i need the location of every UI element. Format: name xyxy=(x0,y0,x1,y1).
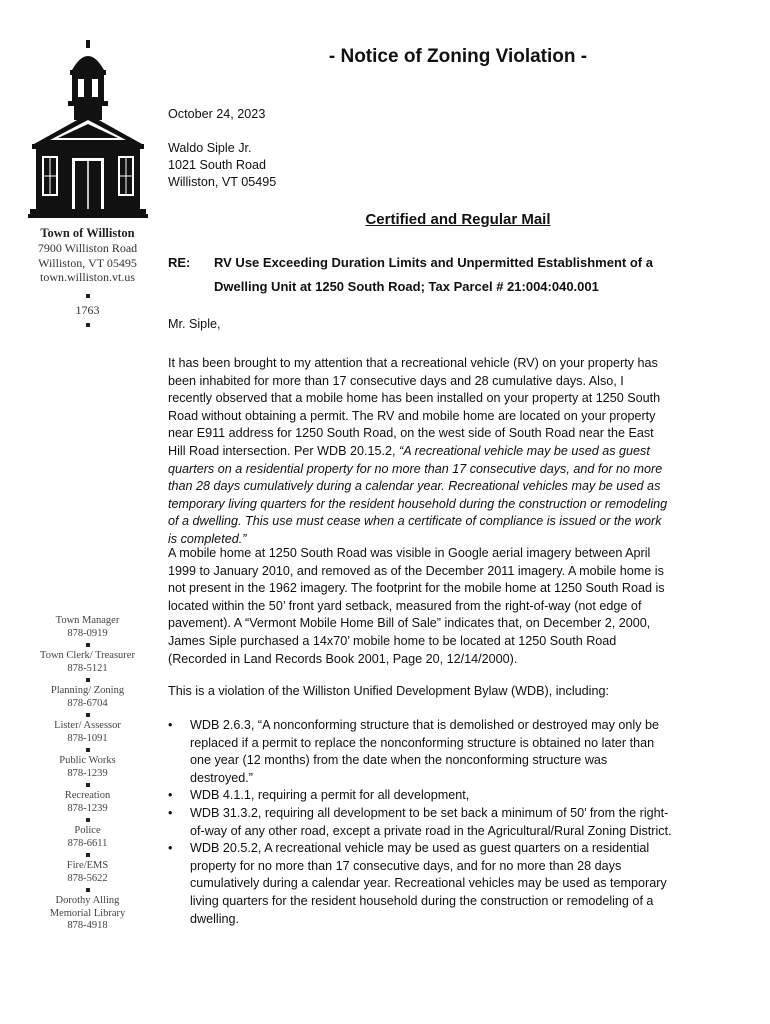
town-website: town.williston.vt.us xyxy=(39,270,135,284)
bullet-icon: • xyxy=(168,805,173,820)
contact-name: Planning/ Zoning xyxy=(50,685,125,696)
list-item-text: WDB 2.6.3, “A nonconforming structure that is demolished or destroyed may only be replaced if a permit to replace the nonconforming structure is obtained no later than one year (12 months) from the date when the nonconforming structure was destroyed.” xyxy=(190,718,659,785)
bullet-square-icon xyxy=(86,783,90,787)
bullet-icon: • xyxy=(168,718,173,732)
address-line1: 7900 Williston Road xyxy=(37,241,138,255)
bullet-square-icon xyxy=(86,853,90,857)
bullet-square-icon xyxy=(86,818,90,822)
letter-title: - Notice of Zoning Violation - xyxy=(328,46,588,67)
bullet-icon: • xyxy=(168,841,173,856)
contact-name: Town Clerk/ Treasurer xyxy=(40,650,135,661)
paragraph-rv-use xyxy=(168,355,668,549)
list-item xyxy=(168,805,673,840)
contact-name: Town Manager xyxy=(55,615,120,626)
recipient-street: 1021 South Road xyxy=(168,158,267,172)
department-contacts xyxy=(20,615,155,933)
recipient-name: Waldo Siple Jr. xyxy=(168,141,252,155)
letterhead-sidebar xyxy=(20,40,155,332)
bullet-square-icon xyxy=(86,678,90,682)
bullet-square-icon xyxy=(86,323,90,327)
founded-year: 1763 xyxy=(75,302,100,317)
bullet-square-icon xyxy=(86,888,90,892)
contact-name: Fire/EMS xyxy=(66,860,109,871)
list-item xyxy=(168,717,673,787)
contact-name: Dorothy Alling xyxy=(55,895,120,906)
list-item xyxy=(168,787,673,805)
list-item-text: WDB 20.5.2, A recreational vehicle may be used as guest quarters on a residential property for no more than 17 consecutive days, and for no more than 28 days cumulatively during a calendar year. Recreational vehicles may be used as temporary living quarters for the resident household during the construction or remodeling of a dwelling. xyxy=(190,841,667,926)
contact-name: Recreation xyxy=(64,790,111,801)
bullet-icon: • xyxy=(168,788,173,803)
contact-phone: 878-4918 xyxy=(67,920,108,931)
mail-type-heading: Certified and Regular Mail xyxy=(365,211,551,228)
paragraph-violation-intro: This is a violation of the Williston Unified Development Bylaw (WDB), including: xyxy=(168,684,609,698)
paragraph-text: It has been brought to my attention that a recreational vehicle (RV) on your property has been inhabited for more than 17 consecutive days and 28 cumulative days. Also, I recently observed that a mobile home has been installed on your property at 1250 South Road without obtaining a permit. The RV and mobile home are located on your property near E911 address for 1250 South Road, on the west side of South Road near the East Hill Road intersection. Per WDB 20.15.2, xyxy=(168,356,661,458)
bullet-square-icon xyxy=(86,748,90,752)
bullet-square-icon xyxy=(86,294,90,298)
address-line2: Williston, VT 05495 xyxy=(38,255,137,270)
list-item-text: WDB 4.1.1, requiring a permit for all development, xyxy=(190,788,470,803)
paragraph-mobile-home: A mobile home at 1250 South Road was visible in Google aerial imagery between April 1999 to January 2010, and removed as of the December 2011 imagery. A mobile home is not present in the 1962 imagery. The footprint for the mobile home at 1250 South Road is located within the 50’ front yard setback, measured from the right-of-way (not edge of pavement). A “Vermont Mobile Home Bill of Sale” indicates that, on December 2, 2000, James Siple purchased a 14x70’ mobile home to be located at 1250 South Road (Recorded in Land Records Book 2001, Page 20, 12/14/2000). xyxy=(168,546,665,666)
town-hall-logo xyxy=(28,40,148,218)
town-name: Town of Williston xyxy=(40,226,135,240)
contact-phone: 878-1239 xyxy=(67,802,108,814)
contact-phone: 878-0919 xyxy=(67,627,108,639)
recipient-city: Williston, VT 05495 xyxy=(168,175,277,189)
contact-phone: 878-6611 xyxy=(67,837,108,849)
bylaw-quote: “A recreational vehicle may be used as guest quarters on a residential property for no more than 17 consecutive days, and for no more than 28 days cumulatively during a calendar year. Recreational vehicles may be used as temporary living quarters for the resident household during the construction or remodeling of a dwelling. This use must cease when a certificate of compliance is issued or the work is completed.” xyxy=(168,443,668,546)
contact-name: Memorial Library xyxy=(49,907,126,919)
subject-line2: Dwelling Unit at 1250 South Road; Tax Parcel # 21:004:040.001 xyxy=(214,279,599,294)
bullet-square-icon xyxy=(86,643,90,647)
subject-label: RE: xyxy=(168,255,191,270)
violation-list xyxy=(168,717,673,928)
salutation: Mr. Siple, xyxy=(168,317,221,331)
contact-name: Public Works xyxy=(59,755,116,766)
subject-text xyxy=(214,251,714,299)
list-item xyxy=(168,840,673,928)
recipient-address xyxy=(168,140,276,191)
letter-date: October 24, 2023 xyxy=(168,107,266,121)
contact-name: Police xyxy=(74,825,101,836)
contact-phone: 878-5622 xyxy=(67,872,108,884)
contact-phone: 878-6704 xyxy=(67,697,108,709)
bullet-square-icon xyxy=(86,713,90,717)
contact-phone: 878-1091 xyxy=(67,732,108,744)
list-item-text: WDB 31.3.2, requiring all development to be set back a minimum of 50’ from the right-of-way of any other road, except a private road in the Agricultural/Rural Zoning District. xyxy=(190,805,672,838)
contact-phone: 878-5121 xyxy=(67,662,108,674)
contact-phone: 878-1239 xyxy=(67,767,108,779)
contact-name: Lister/ Assessor xyxy=(54,720,121,731)
subject-line1: RV Use Exceeding Duration Limits and Unpermitted Establishment of a xyxy=(214,255,653,270)
